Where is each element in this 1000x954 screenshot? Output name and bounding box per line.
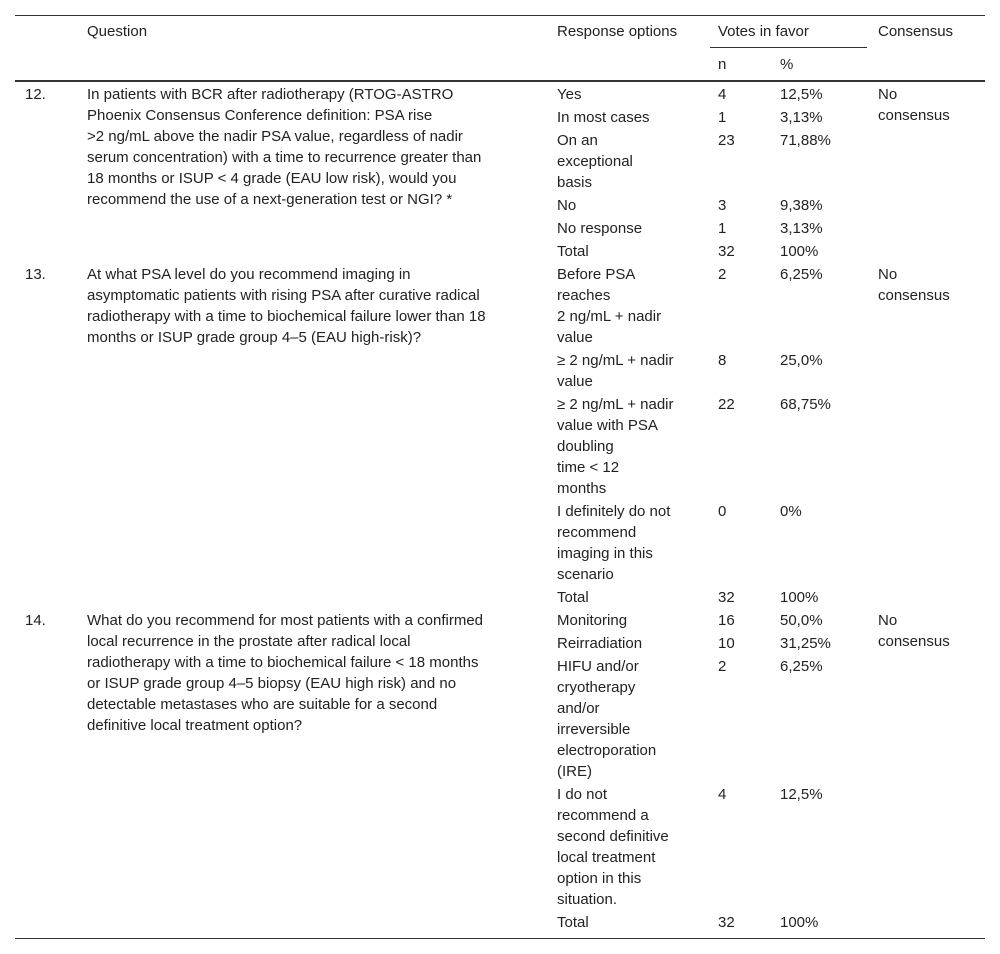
text-line: radiotherapy with a time to biochemical failure < 18 months bbox=[87, 654, 479, 671]
votes-percent bbox=[780, 107, 823, 128]
votes-percent bbox=[780, 195, 823, 216]
text-line: 12,5% bbox=[780, 786, 823, 803]
text-line: 31,25% bbox=[780, 635, 831, 652]
text-line: Monitoring bbox=[557, 612, 628, 629]
text-line: 16 bbox=[718, 612, 735, 629]
text-line: Total bbox=[557, 243, 589, 260]
response-option bbox=[557, 264, 661, 348]
votes-percent bbox=[780, 130, 831, 151]
text-line: No bbox=[878, 86, 898, 103]
text-line: 25,0% bbox=[780, 352, 823, 369]
votes-n bbox=[718, 107, 726, 128]
text-line: 23 bbox=[718, 132, 735, 149]
response-option bbox=[557, 195, 576, 216]
response-option bbox=[557, 912, 589, 933]
text-line: imaging in this bbox=[557, 545, 653, 562]
response-option bbox=[557, 784, 669, 910]
text-line: 9,38% bbox=[780, 197, 823, 214]
votes-percent bbox=[780, 784, 823, 805]
response-option bbox=[557, 633, 642, 654]
question-text bbox=[87, 610, 483, 736]
votes-n bbox=[718, 84, 726, 105]
votes-n bbox=[718, 784, 726, 805]
text-line: recommend the use of a next-generation test or NGI? * bbox=[87, 191, 453, 208]
votes-percent bbox=[780, 610, 823, 631]
votes-percent bbox=[780, 633, 831, 654]
header-consensus: Consensus bbox=[878, 23, 954, 40]
text-line: or ISUP grade group 4–5 biopsy (EAU high risk) and no bbox=[87, 675, 457, 692]
text-line: I do not bbox=[557, 786, 608, 803]
text-line: 32 bbox=[718, 243, 735, 260]
text-line: Reirradiation bbox=[557, 635, 643, 652]
text-line: definitive local treatment option? bbox=[87, 717, 303, 734]
votes-percent bbox=[780, 656, 823, 677]
votes-percent bbox=[780, 84, 823, 105]
text-line: 68,75% bbox=[780, 396, 831, 413]
text-line: reaches bbox=[557, 287, 611, 304]
response-option bbox=[557, 84, 581, 105]
header-percent: % bbox=[780, 56, 794, 73]
header-votes-in-favor: Votes in favor bbox=[718, 23, 809, 40]
text-line: 3,13% bbox=[780, 220, 823, 237]
text-line: recommend a bbox=[557, 807, 649, 824]
question-number bbox=[25, 264, 46, 285]
text-line: second definitive bbox=[557, 828, 669, 845]
text-line: No bbox=[878, 266, 898, 283]
text-line: No response bbox=[557, 220, 643, 237]
text-line: No bbox=[557, 197, 577, 214]
votes-n bbox=[718, 241, 735, 262]
text-line: 3 bbox=[718, 197, 727, 214]
table-bottom-rule bbox=[15, 938, 985, 939]
text-line: 71,88% bbox=[780, 132, 831, 149]
text-line: 32 bbox=[718, 914, 735, 931]
text-line: 32 bbox=[718, 589, 735, 606]
votes-percent bbox=[780, 241, 818, 262]
text-line: 14. bbox=[25, 612, 46, 629]
text-line: At what PSA level do you recommend imaging in bbox=[87, 266, 411, 283]
response-option bbox=[557, 587, 589, 608]
text-line: consensus bbox=[878, 107, 950, 124]
response-option bbox=[557, 107, 650, 128]
text-line: In patients with BCR after radiotherapy (RTOG-ASTRO bbox=[87, 86, 454, 103]
text-line: >2 ng/mL above the nadir PSA value, regardless of nadir bbox=[87, 128, 463, 145]
votes-n bbox=[718, 501, 726, 522]
response-option bbox=[557, 394, 674, 499]
text-line: 22 bbox=[718, 396, 735, 413]
text-line: 12. bbox=[25, 86, 46, 103]
response-option bbox=[557, 610, 627, 631]
text-line: exceptional bbox=[557, 153, 633, 170]
text-line: ≥ 2 ng/mL + nadir bbox=[557, 396, 674, 413]
text-line: cryotherapy bbox=[557, 679, 636, 696]
text-line: On an bbox=[557, 132, 598, 149]
text-line: (IRE) bbox=[557, 763, 592, 780]
text-line: Before PSA bbox=[557, 266, 636, 283]
question-text bbox=[87, 84, 481, 210]
response-option bbox=[557, 241, 589, 262]
text-line: 6,25% bbox=[780, 266, 823, 283]
text-line: scenario bbox=[557, 566, 614, 583]
votes-n bbox=[718, 264, 726, 285]
text-line: 50,0% bbox=[780, 612, 823, 629]
header-question: Question bbox=[87, 23, 148, 40]
votes-n bbox=[718, 350, 726, 371]
response-option bbox=[557, 656, 656, 782]
text-line: irreversible bbox=[557, 721, 631, 738]
votes-n bbox=[718, 218, 726, 239]
consensus-value bbox=[878, 84, 950, 126]
text-line: value bbox=[557, 373, 593, 390]
header-bottom-rule bbox=[15, 80, 985, 82]
votes-percent bbox=[780, 501, 802, 522]
text-line: 0% bbox=[780, 503, 802, 520]
votes-percent bbox=[780, 394, 831, 415]
votes-percent bbox=[780, 350, 823, 371]
text-line: basis bbox=[557, 174, 593, 191]
text-line: 2 ng/mL + nadir bbox=[557, 308, 662, 325]
text-line: 8 bbox=[718, 352, 727, 369]
votes-n bbox=[718, 610, 735, 631]
header-n: n bbox=[718, 56, 727, 73]
votes-header-rule bbox=[710, 47, 867, 48]
text-line: 12,5% bbox=[780, 86, 823, 103]
votes-n bbox=[718, 912, 735, 933]
text-line: HIFU and/or bbox=[557, 658, 639, 675]
votes-n bbox=[718, 656, 726, 677]
text-line: 2 bbox=[718, 266, 727, 283]
text-line: local treatment bbox=[557, 849, 656, 866]
text-line: 10 bbox=[718, 635, 735, 652]
text-line: 13. bbox=[25, 266, 46, 283]
text-line: months bbox=[557, 480, 607, 497]
consensus-value bbox=[878, 610, 950, 652]
text-line: and/or bbox=[557, 700, 600, 717]
question-number bbox=[25, 610, 46, 631]
votes-n bbox=[718, 195, 726, 216]
response-option bbox=[557, 218, 642, 239]
votes-n bbox=[718, 130, 735, 151]
text-line: option in this bbox=[557, 870, 642, 887]
text-line: 1 bbox=[718, 109, 727, 126]
text-line: doubling bbox=[557, 438, 614, 455]
text-line: 1 bbox=[718, 220, 727, 237]
votes-n bbox=[718, 633, 735, 654]
text-line: 100% bbox=[780, 243, 819, 260]
votes-n bbox=[718, 394, 735, 415]
text-line: Total bbox=[557, 589, 589, 606]
votes-percent bbox=[780, 264, 823, 285]
text-line: Phoenix Consensus Conference definition: PSA rise bbox=[87, 107, 433, 124]
text-line: 4 bbox=[718, 86, 727, 103]
text-line: 6,25% bbox=[780, 658, 823, 675]
text-line: ≥ 2 ng/mL + nadir bbox=[557, 352, 674, 369]
text-line: In most cases bbox=[557, 109, 650, 126]
text-line: Yes bbox=[557, 86, 582, 103]
text-line: Total bbox=[557, 914, 589, 931]
text-line: electroporation bbox=[557, 742, 657, 759]
text-line: What do you recommend for most patients with a confirmed bbox=[87, 612, 484, 629]
text-line: recommend bbox=[557, 524, 637, 541]
votes-n bbox=[718, 587, 735, 608]
text-line: 100% bbox=[780, 589, 819, 606]
text-line: months or ISUP grade group 4–5 (EAU high-risk)? bbox=[87, 329, 422, 346]
text-line: 0 bbox=[718, 503, 727, 520]
text-line: local recurrence in the prostate after radical local bbox=[87, 633, 411, 650]
text-line: consensus bbox=[878, 633, 950, 650]
response-option bbox=[557, 130, 633, 193]
votes-percent bbox=[780, 912, 818, 933]
text-line: consensus bbox=[878, 287, 950, 304]
votes-percent bbox=[780, 218, 823, 239]
text-line: serum concentration) with a time to recurrence greater than bbox=[87, 149, 482, 166]
text-line: radiotherapy with a time to biochemical failure lower than 18 bbox=[87, 308, 486, 325]
text-line: detectable metastases who are suitable for a second bbox=[87, 696, 438, 713]
text-line: asymptomatic patients with rising PSA after curative radical bbox=[87, 287, 480, 304]
table-top-rule bbox=[15, 15, 985, 16]
response-option bbox=[557, 350, 674, 392]
question-text bbox=[87, 264, 486, 348]
text-line: situation. bbox=[557, 891, 618, 908]
text-line: value bbox=[557, 329, 593, 346]
response-option bbox=[557, 501, 670, 585]
header-response-options: Response options bbox=[557, 23, 678, 40]
text-line: time < 12 bbox=[557, 459, 620, 476]
text-line: value with PSA bbox=[557, 417, 658, 434]
text-line: 2 bbox=[718, 658, 727, 675]
text-line: 100% bbox=[780, 914, 819, 931]
text-line: 3,13% bbox=[780, 109, 823, 126]
consensus-value bbox=[878, 264, 950, 306]
text-line: 4 bbox=[718, 786, 727, 803]
votes-percent bbox=[780, 587, 818, 608]
text-line: 18 months or ISUP < 4 grade (EAU low risk), would you bbox=[87, 170, 457, 187]
text-line: I definitely do not bbox=[557, 503, 671, 520]
question-number bbox=[25, 84, 46, 105]
text-line: No bbox=[878, 612, 898, 629]
